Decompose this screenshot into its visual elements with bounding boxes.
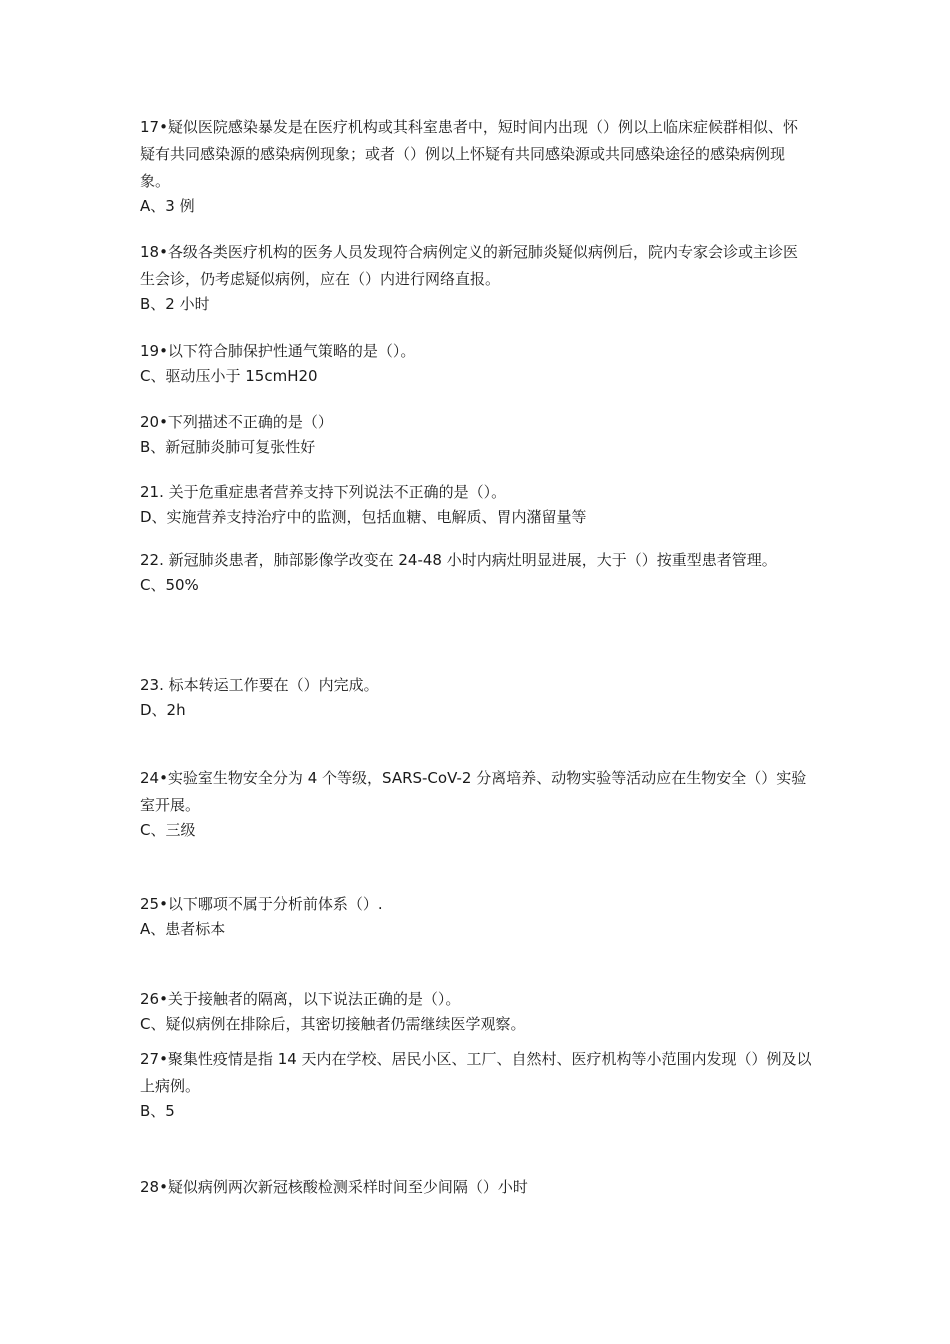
- question-answer: A、患者标本: [140, 920, 226, 938]
- question-stem: 21. 关于危重症患者营养支持下列说法不正确的是（）。: [140, 483, 507, 501]
- question-stem: 27•聚集性疫情是指 14 天内在学校、居民小区、工厂、自然村、医疗机构等小范围内发现（）例及以上病例。: [140, 1050, 812, 1095]
- question-stem: 17•疑似医院感染暴发是在医疗机构或其科室患者中，短时间内出现（）例以上临床症候群相似、怀疑有共同感染源的感染病例现象；或者（）例以上怀疑有共同感染源或共同感染途径的感染病例现象。: [140, 118, 798, 190]
- question-28: [140, 1174, 812, 1201]
- question-answer: C、疑似病例在排除后，其密切接触者仍需继续医学观察。: [140, 1015, 526, 1033]
- question-23: [140, 672, 812, 721]
- question-stem: 28•疑似病例两次新冠核酸检测采样时间至少间隔（）小时: [140, 1178, 528, 1196]
- question-stem: 25•以下哪项不属于分析前体系（）.: [140, 895, 383, 913]
- question-answer: C、驱动压小于 15cmH20: [140, 367, 318, 385]
- question-stem: 26•关于接触者的隔离，以下说法正确的是（）。: [140, 990, 461, 1008]
- question-answer: C、三级: [140, 821, 196, 839]
- question-answer: D、实施营养支持治疗中的监测，包括血糖、电解质、胃内潴留量等: [140, 508, 587, 526]
- question-answer: A、3 例: [140, 197, 195, 215]
- question-answer: B、2 小时: [140, 295, 210, 313]
- question-21: [140, 479, 812, 528]
- question-stem: 18•各级各类医疗机构的医务人员发现符合病例定义的新冠肺炎疑似病例后，院内专家会诊或主诊医生会诊，仍考虑疑似病例，应在（）内进行网络直报。: [140, 243, 798, 288]
- question-stem: 19•以下符合肺保护性通气策略的是（）。: [140, 342, 416, 360]
- question-22: [140, 547, 812, 596]
- question-27: [140, 1046, 812, 1122]
- question-17: [140, 114, 812, 217]
- question-stem: 20•下列描述不正确的是（）: [140, 413, 333, 431]
- question-18: [140, 239, 812, 315]
- question-stem: 24•实验室生物安全分为 4 个等级，SARS-CoV-2 分离培养、动物实验等活动应在生物安全（）实验室开展。: [140, 769, 807, 814]
- question-24: [140, 765, 812, 841]
- question-answer: C、50%: [140, 576, 199, 594]
- question-20: [140, 409, 812, 458]
- question-26: [140, 986, 812, 1035]
- question-stem: 22. 新冠肺炎患者，肺部影像学改变在 24-48 小时内病灶明显进展，大于（）按重型患者管理。: [140, 551, 777, 569]
- question-answer: B、5: [140, 1102, 175, 1120]
- question-answer: D、2h: [140, 701, 186, 719]
- question-answer: B、新冠肺炎肺可复张性好: [140, 438, 316, 456]
- question-25: [140, 891, 812, 940]
- question-19: [140, 338, 812, 387]
- question-stem: 23. 标本转运工作要在（）内完成。: [140, 676, 379, 694]
